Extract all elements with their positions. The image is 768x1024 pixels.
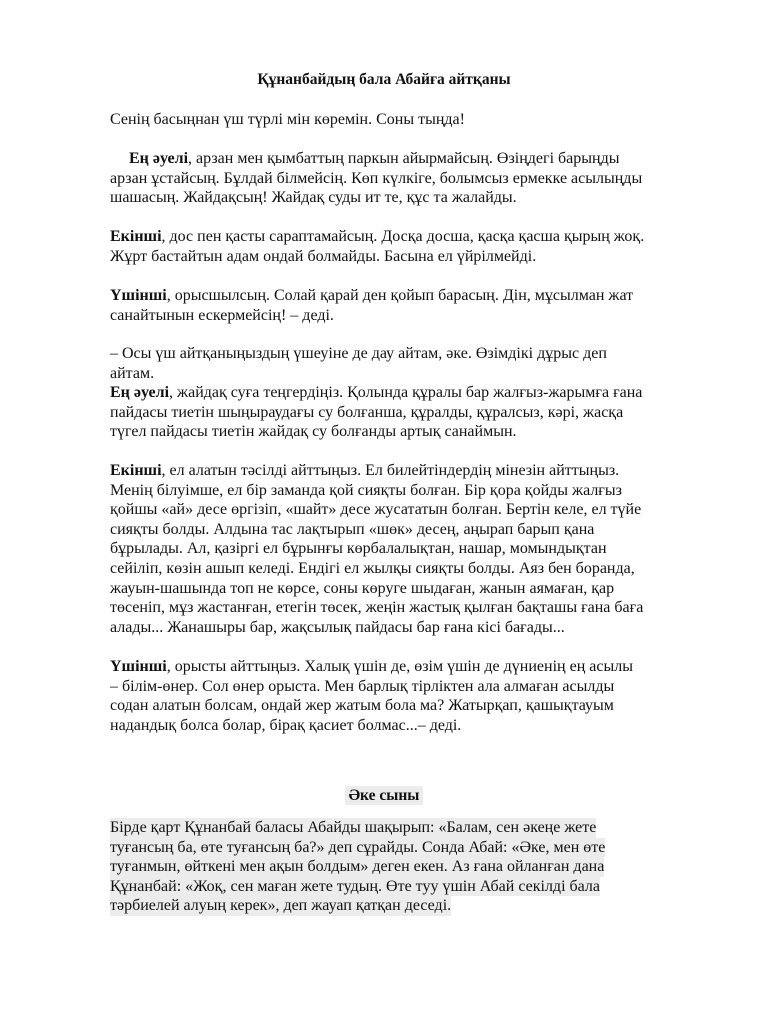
paragraph-line: Жұрт бастайтын адам ондай болмайды. Басына ел үйрілмейді. — [110, 247, 537, 265]
shaded-text: Бірде қарт Құнанбай баласы Абайды шақырып: «Балам, сен әкеңе жете — [110, 819, 597, 836]
paragraph-second-reproach — [110, 227, 730, 266]
shaded-text: туғансың ба, өте туғансың ба?» деп сұрайды. Сонда Абай: «Әке, мен өте — [110, 838, 606, 856]
shaded-text: тәрбиелей алуың керек», деп жауап қатқан деседі. — [110, 897, 452, 915]
paragraph-line: жауын-шашында топ не көрсе, соны көруге шыдаған, жанын аямаған, қар — [110, 579, 615, 597]
paragraph-line — [110, 838, 730, 858]
text-run: , орысты айттыңыз. Халық үшін де, өзім үшін де дүниенің ең асылы — [166, 658, 633, 675]
paragraph-line — [110, 857, 730, 877]
paragraph-line: сияқты болды. Алдына тас лақтырып «шөк» десең, аңырап барып қана — [110, 520, 595, 538]
text-run: , жайдақ суға теңгердіңіз. Қолында құралы бар жалғыз-жарымға ғана — [169, 384, 643, 402]
bold-lead: Үшінші — [110, 287, 167, 304]
text-run: , орысшылсың. Солай қарай ден қойып барасың. Дін, мұсылман жат — [166, 287, 634, 304]
paragraph-first-reproach — [110, 149, 730, 208]
paragraph-line: айтам. — [110, 364, 155, 382]
paragraph-line: Менің білуімше, ел бір заманда қой сияқты болған. Бір қора қойды жалғыз — [110, 481, 622, 499]
paragraph-line: – білім-өнер. Сол өнер орыста. Мен барлық тірліктен ала алмаған асылды — [110, 677, 615, 695]
bold-lead: Үшінші — [110, 658, 167, 675]
bold-lead: Екінші — [110, 228, 162, 245]
paragraph-line: алады... Жанашыры бар, жақсылық пайдасы бар ғана кісі бағады... — [110, 618, 565, 636]
paragraph-third-reply — [110, 657, 730, 735]
paragraph-line: сейіліп, көзін ашып келеді. Ендігі ел жылқы сияқты болды. Аяз бен боранда, — [110, 559, 635, 577]
paragraph-line: арзан ұстайсың. Бұлдай білмейсің. Көп күлкіге, болымсыз ермекке асылыңды — [110, 169, 643, 187]
paragraph-line — [110, 657, 730, 677]
paragraph-line: төсеніп, мұз жастанған, етегін төсек, жеңін жастық қылған бақташы ғана баға — [110, 599, 644, 617]
paragraph-line — [110, 383, 730, 403]
section-title — [0, 786, 768, 806]
paragraph-line: шашасың. Жайдақсың! Жайдақ суды ит те, құс та жалайды. — [110, 189, 517, 207]
paragraph-abai-reply — [110, 344, 730, 442]
paragraph-line: қойшы «ай» десе өргізіп, «шайт» десе жусататын болған. Бертін келе, ел түйе — [110, 501, 642, 519]
text-run: , ел алатын тәсілді айттыңыз. Ел билейтіндердің мінезін айттыңыз. — [161, 462, 620, 479]
intro-line: Сенің басыңнан үш түрлі мін көремін. Соны тыңда! — [110, 111, 465, 128]
paragraph-third-reproach — [110, 286, 730, 325]
shaded-text: Құнанбай: «Жоқ, сен маған жете тудың. Өте туу үшін Абай секілді бала — [110, 877, 600, 895]
paragraph-father-judgement — [110, 818, 730, 916]
paragraph-line: санайтынын ескермейсің! – деді. — [110, 306, 334, 324]
shaded-text: туғанмын, өйткені мен ақын болдым» деген екен. Аз ғана ойланған дана — [110, 858, 605, 876]
paragraph-line — [110, 818, 730, 838]
paragraph-line — [110, 149, 730, 169]
paragraph-line: надандық болса болар, бірақ қасиет болмас...– деді. — [110, 716, 462, 734]
paragraph-line — [110, 227, 730, 247]
bold-lead: Ең әуелі — [110, 384, 170, 402]
paragraph-line: бұрылады. Ал, қазіргі ел бұрынғы көрбалалықтан, нашар, момындықтан — [110, 540, 607, 558]
paragraph-line: пайдасы тиетін шыңыраудағы су болғанша, құралды, құралсыз, кәрі, жасқа — [110, 403, 624, 421]
paragraph-line: содан алатын болсам, ондай жер жатым бола ма? Жатырқап, қашықтауым — [110, 697, 614, 715]
text-run: , дос пен қасты сараптамайсың. Досқа досша, қасқа қасша қырың жоқ. — [161, 228, 645, 245]
paragraph-line — [110, 461, 730, 481]
text-run: , арзан мен қымбаттың паркын айырмайсың. Өзіңдегі барыңды — [188, 150, 620, 167]
bold-lead: Екінші — [110, 462, 162, 479]
paragraph-line — [110, 877, 730, 897]
paragraph-line: – Осы үш айтқаныңыздың үшеуіне де дау айтам, әке. Өзімдікі дұрыс деп — [110, 345, 607, 362]
document-title: Құнанбайдың бала Абайға айтқаны — [257, 71, 511, 88]
bold-lead: Ең әуелі — [129, 150, 189, 167]
paragraph-line: түгел пайдасы тиетін жайдақ су болғанды артық санаймын. — [110, 423, 517, 441]
paragraph-line — [110, 286, 730, 306]
section-title-text: Әке сыны — [345, 786, 424, 805]
paragraph-line — [110, 896, 730, 916]
paragraph-second-reply — [110, 461, 730, 637]
intro-paragraph — [110, 110, 730, 130]
